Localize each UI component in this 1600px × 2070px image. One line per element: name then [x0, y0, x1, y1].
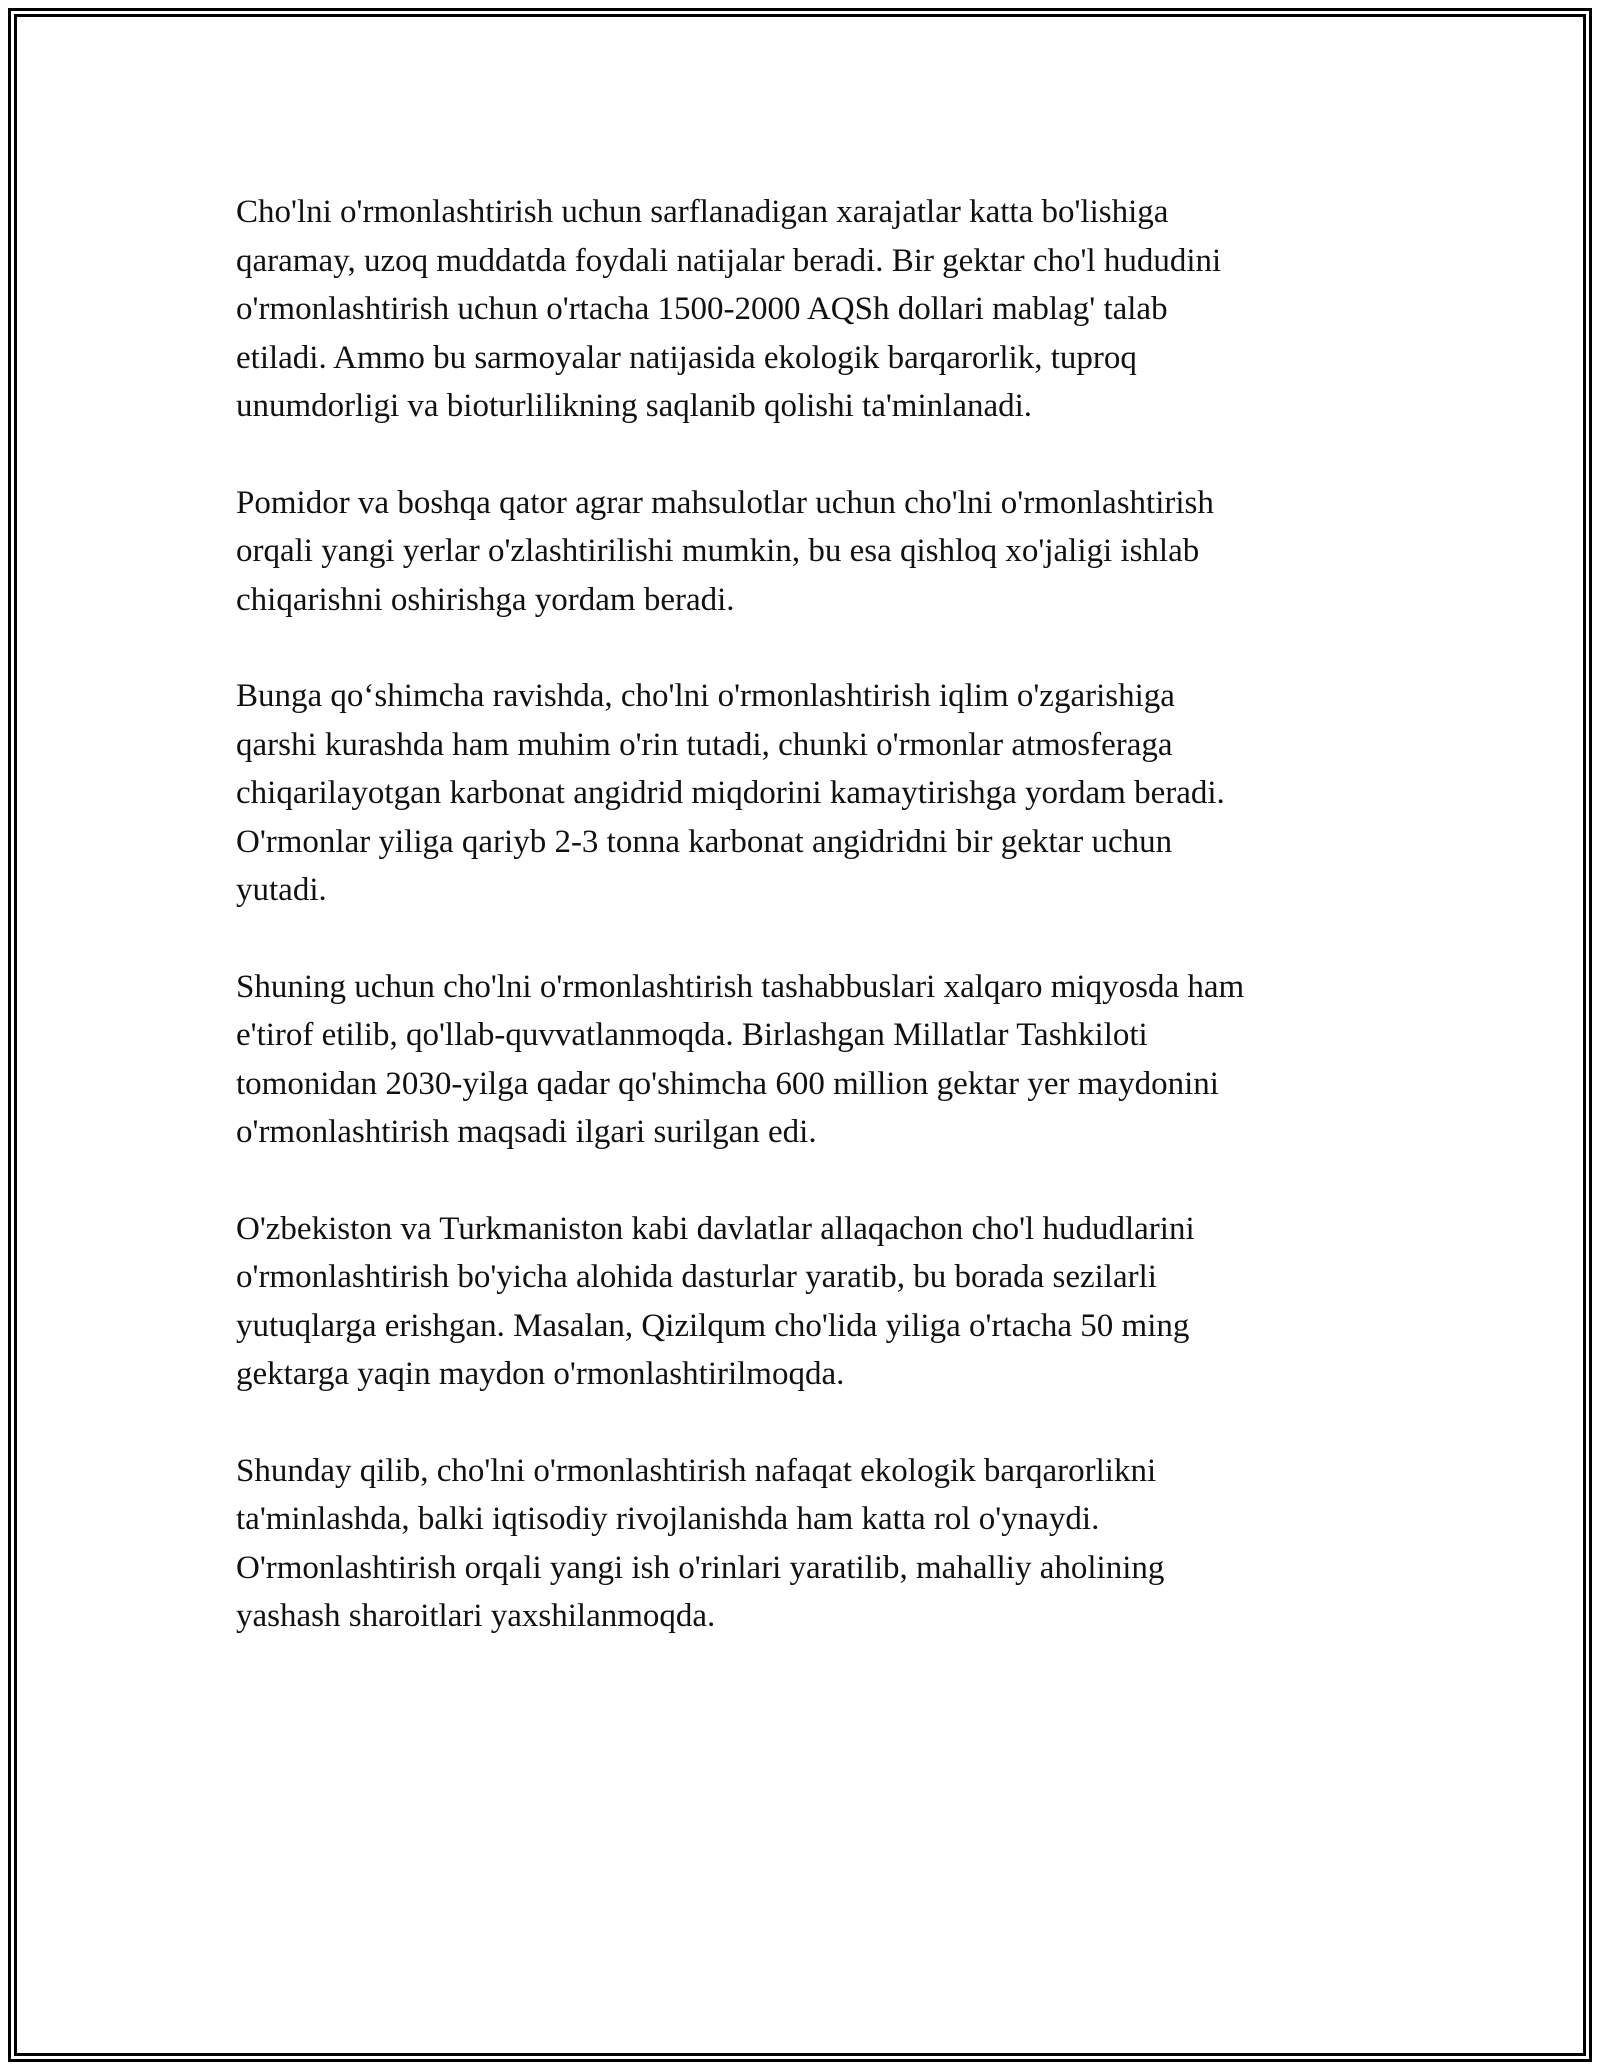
paragraph-climate: Bunga qo‘shimcha ravishda, cho'lni o'rmonlashtirish iqlim o'zgarishiga qarshi kurashda ham muhim o'rin tutadi, chunki o'rmonlar atmosferaga chiqarilayotgan karbonat angidrid miqdorini kamaytirishga yordam beradi. O'rmonlar yiliga qariyb 2-3 tonna karbonat angidridni bir gektar uchun yutadi.	[236, 678, 1225, 908]
paragraph-costs: Cho'lni o'rmonlashtirish uchun sarflanadigan xarajatlar katta bo'lishiga qaramay, uzoq muddatda foydali natijalar beradi. Bir gektar cho'l hududini o'rmonlashtirish uchun o'rtacha 1500-2000 AQSh dollari mablag' talab etiladi. Ammo bu sarmoyalar natijasida ekologik barqarorlik, tuproq unumdorligi va bioturlilikning saqlanib qolishi ta'minlanadi.	[236, 194, 1222, 424]
paragraph-regional-programs: O'zbekiston va Turkmaniston kabi davlatlar allaqachon cho'l hududlarini o'rmonlashtirish bo'yicha alohida dasturlar yaratib, bu borada sezilarli yutuqlarga erishgan. Masalan, Qizilqum cho'lida yiliga o'rtacha 50 ming gektarga yaqin maydon o'rmonlashtirilmoqda.	[236, 1210, 1195, 1392]
paragraph-agriculture: Pomidor va boshqa qator agrar mahsulotlar uchun cho'lni o'rmonlashtirish orqali yangi yerlar o'zlashtirilishi mumkin, bu esa qishloq xo'jaligi ishlab chiqarishni oshirishga yordam beradi.	[236, 484, 1214, 618]
paragraph-conclusion: Shunday qilib, cho'lni o'rmonlashtirish nafaqat ekologik barqarorlikni ta'minlashda, balki iqtisodiy rivojlanishda ham katta rol o'ynaydi. O'rmonlashtirish orqali yangi ish o'rinlari yaratilib, mahalliy aholining yashash sharoitlari yaxshilanmoqda.	[236, 1452, 1165, 1634]
paragraph-international: Shuning uchun cho'lni o'rmonlashtirish tashabbuslari xalqaro miqyosda ham e'tirof etilib, qo'llab-quvvatlanmoqda. Birlashgan Millatlar Tashkiloti tomonidan 2030-yilga qadar qo'shimcha 600 million gektar yer maydonini o'rmonlashtirish maqsadi ilgari surilgan edi.	[236, 968, 1245, 1150]
document-body	[236, 188, 1366, 1689]
